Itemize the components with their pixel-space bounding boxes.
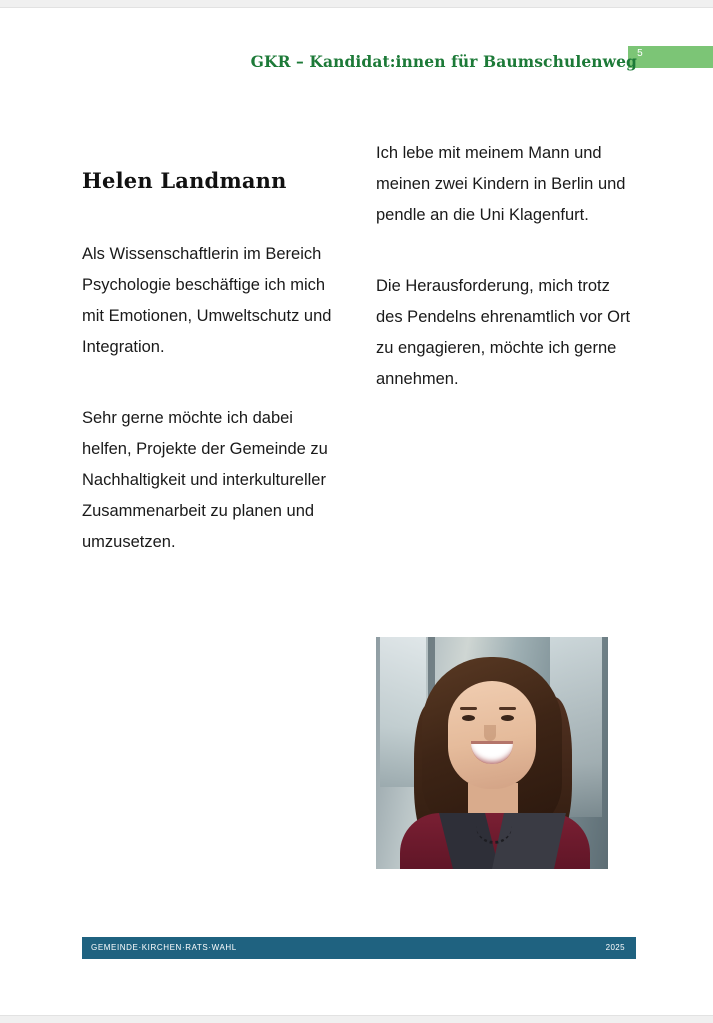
photo-nose	[484, 725, 496, 741]
photo-eye-left	[462, 715, 475, 721]
page-footer	[82, 937, 636, 959]
bio-paragraph-1: Als Wissenschaftlerin im Bereich Psychologie beschäftige ich mich mit Emotionen, Umweltschutz und Integration.	[82, 245, 332, 357]
photo-eye-right	[501, 715, 514, 721]
right-column	[376, 138, 636, 395]
candidate-name: Helen Landmann	[82, 168, 287, 193]
bio-paragraph-4: Die Herausforderung, mich trotz des Pendelns ehrenamtlich vor Ort zu engagieren, möchte ich gerne annehmen.	[376, 277, 631, 388]
left-column	[82, 168, 340, 558]
footer-year: 2025	[605, 943, 625, 952]
page-number: 5	[637, 48, 643, 59]
bio-paragraph-2: Sehr gerne möchte ich dabei helfen, Projekte der Gemeinde zu Nachhaltigkeit und interkultureller Zusammenarbeit zu planen und umzusetzen.	[82, 409, 328, 552]
candidate-portrait-photo	[376, 637, 608, 869]
photo-eyebrow-right	[499, 707, 516, 710]
document-page	[0, 8, 713, 1015]
page-header	[0, 38, 713, 78]
header-title: GKR – Kandidat:innen für Baumschulenweg	[250, 52, 637, 71]
photo-eyebrow-left	[460, 707, 477, 710]
bio-paragraph-3: Ich lebe mit meinem Mann und meinen zwei Kindern in Berlin und pendle an die Uni Klagenfurt.	[376, 144, 626, 224]
footer-label: GEMEINDE·KIRCHEN·RATS·WAHL	[91, 943, 237, 952]
